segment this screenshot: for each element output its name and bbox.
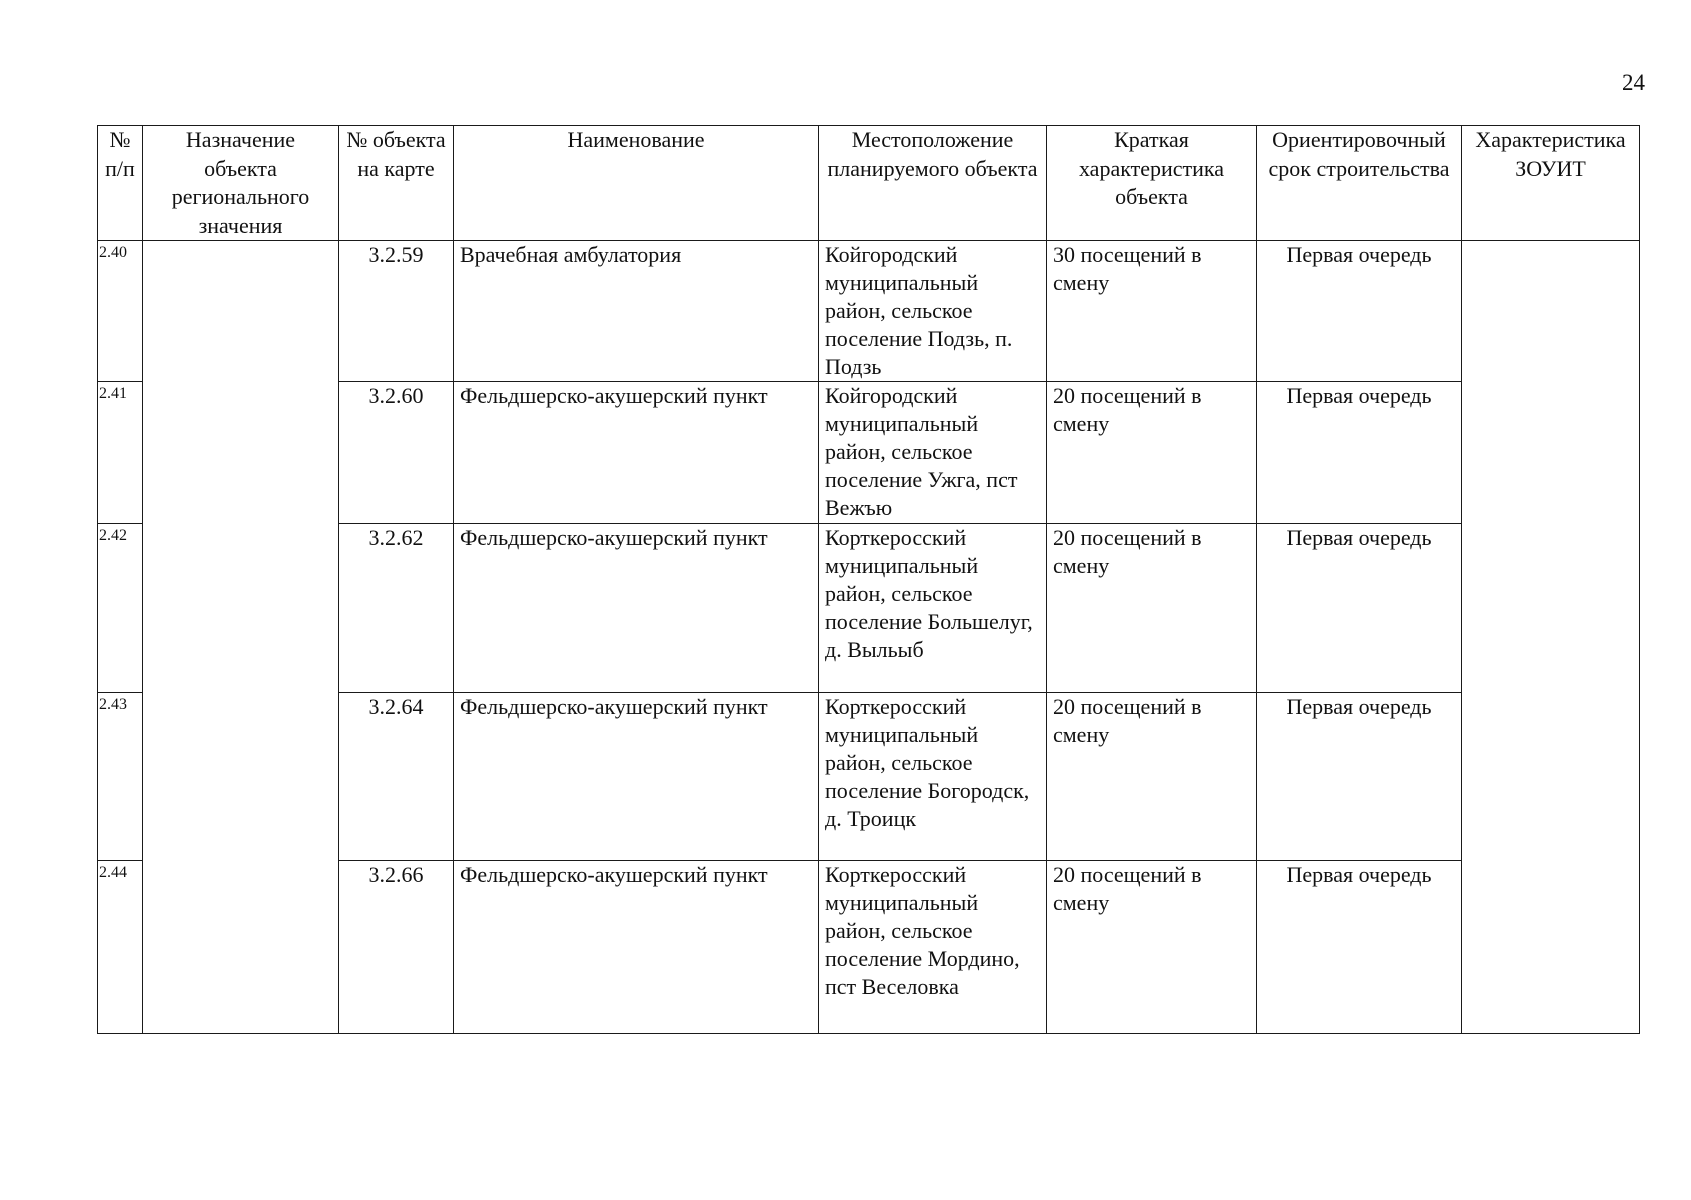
header-purpose: Назначение объекта регионального значения: [143, 126, 339, 241]
row-num: 2.42: [98, 524, 143, 693]
header-brief: Краткая характеристика объекта: [1047, 126, 1257, 241]
planned-objects-table: [97, 125, 1640, 1034]
location-cell: Койгородский муниципальный район, сельское поселение Ужга, пст Вежъю: [819, 382, 1047, 524]
term-cell: Первая очередь: [1257, 382, 1462, 524]
term-cell: Первая очередь: [1257, 693, 1462, 861]
name-cell: Фельдшерско-акушерский пункт: [454, 693, 819, 861]
header-map-num: № объекта на карте: [339, 126, 454, 241]
table-row: [98, 241, 1640, 382]
map-num-cell: 3.2.66: [339, 861, 454, 1034]
term-cell: Первая очередь: [1257, 524, 1462, 693]
header-name: Наименование: [454, 126, 819, 241]
map-num-cell: 3.2.60: [339, 382, 454, 524]
map-num-cell: 3.2.62: [339, 524, 454, 693]
header-num: № п/п: [98, 126, 143, 241]
purpose-cell: [143, 241, 339, 1034]
brief-cell: 20 посещений в смену: [1047, 524, 1257, 693]
header-location: Местоположение планируемого объекта: [819, 126, 1047, 241]
zouit-cell: [1462, 241, 1640, 1034]
brief-cell: 30 посещений в смену: [1047, 241, 1257, 382]
row-num: 2.43: [98, 693, 143, 861]
row-num: 2.44: [98, 861, 143, 1034]
location-cell: Корткеросский муниципальный район, сельское поселение Мордино, пст Веселовка: [819, 861, 1047, 1034]
brief-cell: 20 посещений в смену: [1047, 382, 1257, 524]
name-cell: Фельдшерско-акушерский пункт: [454, 382, 819, 524]
location-cell: Корткеросский муниципальный район, сельское поселение Большелуг, д. Выльыб: [819, 524, 1047, 693]
header-zouit: Характеристика ЗОУИТ: [1462, 126, 1640, 241]
name-cell: Фельдшерско-акушерский пункт: [454, 861, 819, 1034]
location-cell: Корткеросский муниципальный район, сельское поселение Богородск, д. Троицк: [819, 693, 1047, 861]
brief-cell: 20 посещений в смену: [1047, 693, 1257, 861]
brief-cell: 20 посещений в смену: [1047, 861, 1257, 1034]
term-cell: Первая очередь: [1257, 241, 1462, 382]
map-num-cell: 3.2.64: [339, 693, 454, 861]
name-cell: Фельдшерско-акушерский пункт: [454, 524, 819, 693]
page-number: 24: [1622, 70, 1645, 95]
row-num: 2.40: [98, 241, 143, 382]
row-num: 2.41: [98, 382, 143, 524]
term-cell: Первая очередь: [1257, 861, 1462, 1034]
map-num-cell: 3.2.59: [339, 241, 454, 382]
name-cell: Врачебная амбулатория: [454, 241, 819, 382]
header-term: Ориентировочный срок строительства: [1257, 126, 1462, 241]
location-cell: Койгородский муниципальный район, сельское поселение Подзь, п. Подзь: [819, 241, 1047, 382]
table-header-row: [98, 126, 1640, 241]
